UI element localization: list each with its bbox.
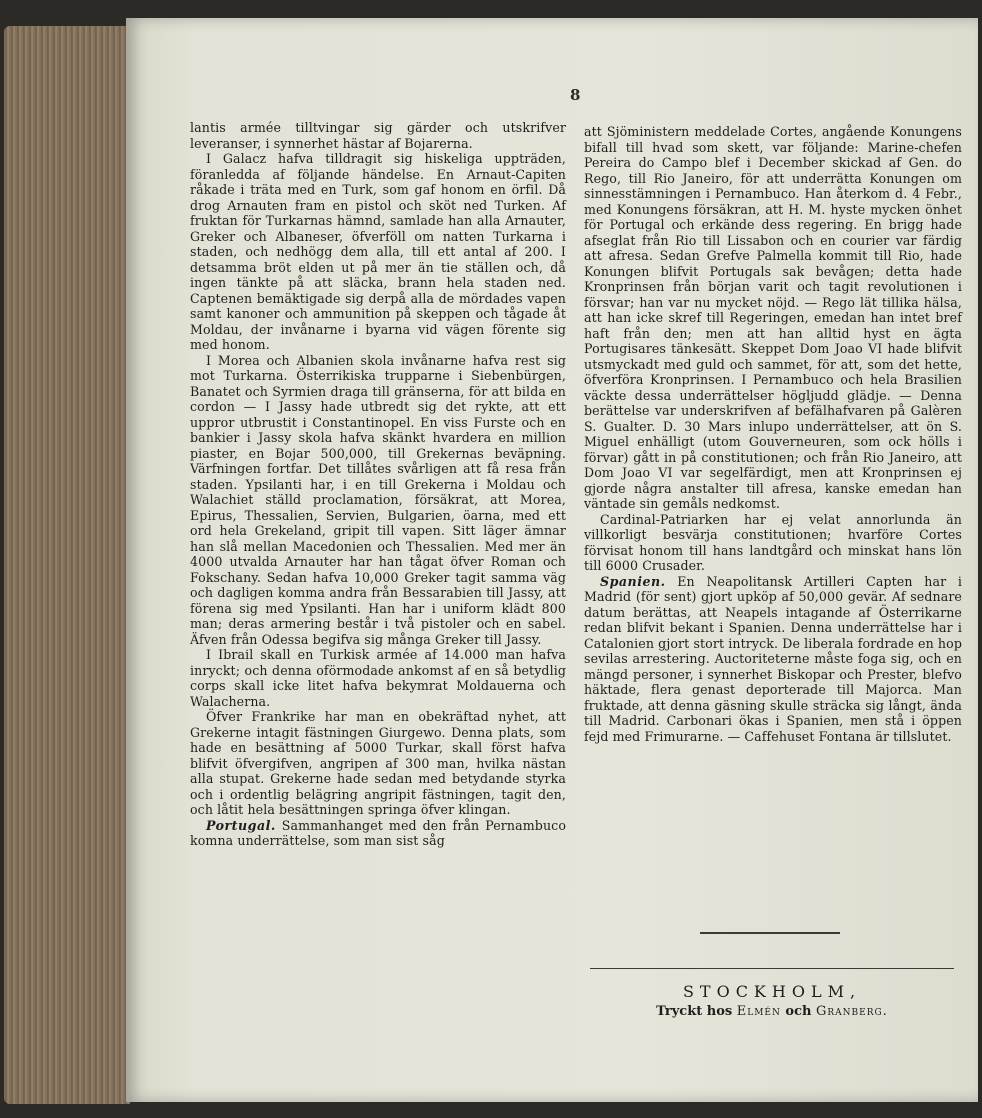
- section-heading: Portugal.: [206, 817, 276, 833]
- paragraph: [584, 512, 962, 574]
- paragraph-text: I Galacz hafva tilldragit sig hiskeliga uppträden, föranledda af följande händelse. En Arnaut-Capiten råkade i träta med en Turk, som gaf honom en örfil. Då drog Arnauten fram en pistol och sköt ned Turken. Af fruktan för Turkarnas hämnd, samlade han alla Arnauter, Greker och Albaneser, öfverföll om natten Turkarna i staden, och nedhögg dem alla, till ett antal af 200. I detsamma bröt elden ut på mer än tie ställen och, då ingen tänkte på att släcka, brann hela staden ned. Captenen bemäktigade sig derpå alla de mördades vapen samt kanoner och ammunition på skeppen och tågade åt Moldau, der invånarne i byarna vid vägen förente sig med honom.: [190, 151, 566, 352]
- imprint-printed-by: Tryckt hos: [656, 1004, 733, 1019]
- left-column: [190, 120, 566, 849]
- paragraph: [190, 151, 566, 353]
- paragraph-text: I Morea och Albanien skola invånarne hafva rest sig mot Turkarna. Österrikiska trupparne i Siebenbürgen, Banatet och Syrmien draga till gränserna, för att bilda en cordon — I Jassy hade utbredt sig det rykte, att ett uppror utbrustit i Constantinopel. En viss Furste och en bankier i Jassy skola hafva skänkt hvardera en million piaster, en Bojar 500,000, till Grekernas beväpning. Värfningen fortfar. Det tillåtes svårligen att få resa från staden. Ypsilanti har, i en till Grekerna i Moldau och Walachiet ställd proclamation, försäkrat, att Morea, Epirus, Thessalien, Servien, Bulgarien, öarna, med ett ord hela Grekeland, gripit till vapen. Sitt läger ämnar han slå mellan Macedonien och Thessalien. Med mer än 4000 utvalda Arnauter har han tågat öfver Roman och Fokschany. Sedan hafva 10,000 Greker tagit samma väg och dagligen komma andra från Bessarabien till Jassy, att förena sig med Ypsilanti. Han har i uniform klädt 800 man; deras armering består i två pistoler och en sabel. Äfven från Odessa begifva sig många Greker till Jassy.: [190, 352, 566, 647]
- imprint-printer: [590, 1004, 954, 1019]
- page-number: 8: [570, 86, 581, 104]
- paragraph-text: Öfver Frankrike har man en obekräftad nyhet, att Grekerne intagit fästningen Giurgewo. Denna plats, som hade en besättning af 5000 Turkar, skall först hafva blifvit öfvergifven, angripen af 300 man, hvilka nästan alla stupat. Grekerne hade sedan med betydande styrka och i ordentlig belägring angripit fästningen, tagit den, och låtit hela besättningen springa öfver klingan.: [190, 709, 566, 817]
- paragraph-text: Cardinal-Patriarken har ej velat annorlunda än villkorligt besvärja constitutionen; hvarföre Cortes förvisat honom till hans landtgård och minskat hans lön till 6000 Crusader.: [584, 511, 962, 573]
- imprint-printer-1: Elmén: [736, 1004, 781, 1019]
- paragraph-text: lantis armée tilltvingar sig gärder och utskrifver leveranser, i synnerhet hästar af Bojarerna.: [190, 120, 566, 151]
- imprint-divider: [590, 968, 954, 969]
- imprint-city: STOCKHOLM,: [682, 982, 862, 1001]
- right-column: [584, 124, 962, 744]
- paragraph: [584, 124, 962, 512]
- paragraph-text: En Neapolitansk Artilleri Capten har i Madrid (för sent) gjort upköp af 50,000 gevär. Af sednare datum berättas, att Neapels intagande af Österrikarne redan blifvit bekant i Spanien. Denna underrättelse har i Catalonien gjort stort intryck. De liberala fordrade en hop sevilas arrestering. Auctoriteterne måste foga sig, och en mängd personer, i synnerhet Biskopar och Prester, blefvo häktade, flera genast deporterade till Majorca. Man fruktade, att denna gäsning skulle sträcka sig långt, ända till Madrid. Carbonari ökas i Spanien, men stå i öppen fejd med Frimurarne. — Caffehuset Fontana är tillslutet.: [584, 573, 962, 744]
- paragraph-text: I Ibrail skall en Turkisk armée af 14.000 man hafva inryckt; och denna oförmodade ankomst af en så betydlig corps skall icke litet hafva bekymrat Moldauerna och Walacherna.: [190, 647, 566, 709]
- paragraph: [190, 709, 566, 818]
- paragraph: [190, 647, 566, 709]
- section-divider: [700, 932, 840, 934]
- imprint-printer-2: Granberg.: [815, 1004, 888, 1019]
- book-page-edges: [4, 26, 130, 1104]
- paragraph: [584, 574, 962, 745]
- paragraph: [190, 818, 566, 849]
- section-heading: Spanien.: [600, 573, 666, 589]
- paragraph: [190, 120, 566, 151]
- paragraph-text: att Sjöministern meddelade Cortes, angående Konungens bifall till hvad som skett, var följande: Marine-chefen Pereira do Campo blef i December skickad af Gen. do Rego, till Rio Janeiro, för att underrätta Konungen om sinnesstämningen i Pernambuco. Han återkom d. 4 Febr., med Konungens försäkran, att H. M. hyste mycken önhet för Portugal och erkände dess regering. En brigg hade afseglat från Rio till Lissabon och en courier var färdig att afresa. Sedan Grefve Palmella kommit till Rio, hade Konungen blifvit Portugals sak bevågen; detta hade Kronprinsen från början varit och tagit revolutionen i försvar; han var nu mycket nöjd. — Rego lät tillika hälsa, att han icke skref till Regeringen, emedan han intet bref haft från den; men att han alltid hyst en ägta Portugisares tänkesätt. Skeppet Dom Joao VI hade blifvit utsmyckadt med guld och sammet, för att, som det hette, öfverföra Kronprinsen. I Pernambuco och hela Brasilien väckte dessa underrättelser högljudd glädje. — Denna berättelse var underskrifven af befälhafvaren på Galèren S. Gualter. D. 30 Mars inlupo underrättelser, att ön S. Miguel enhälligt (utom Gouverneuren, som ock hölls i förvar) gått in på constitutionen; och från Rio Janeiro, att Dom Joao VI var segelfärdigt, men att Kronprinsen ej gjorde några anstalter till afresa, kanske emedan han väntade sin gemåls nedkomst.: [584, 124, 962, 511]
- paragraph: [190, 353, 566, 648]
- imprint-and: och: [785, 1004, 812, 1019]
- paragraph-text: Sammanhanget med den från Pernambuco komna underrättelse, som man sist såg: [190, 817, 566, 848]
